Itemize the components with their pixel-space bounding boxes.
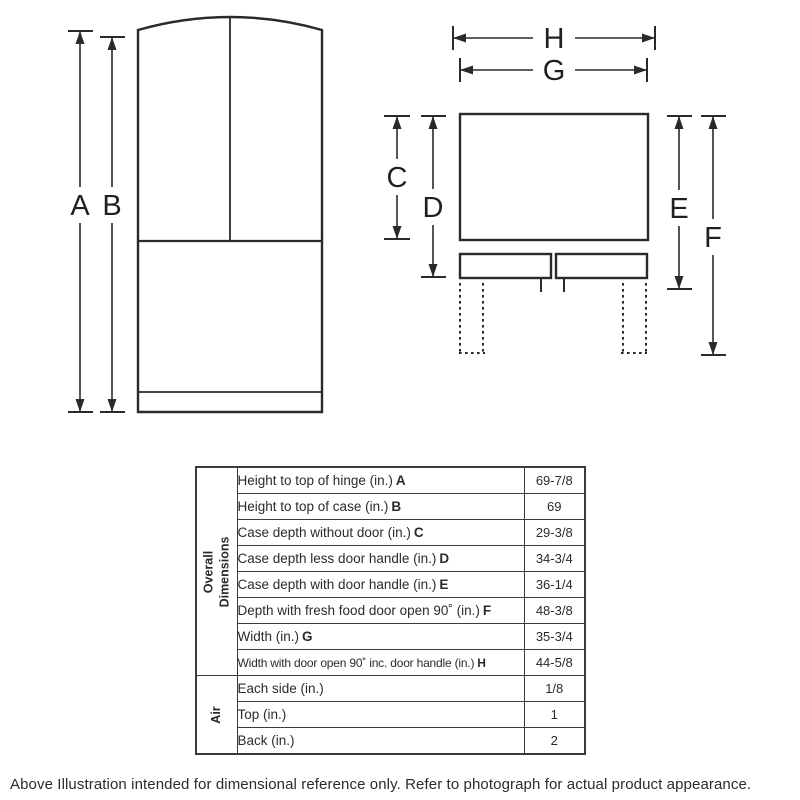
table-row (196, 676, 585, 702)
row-dim-letter: C (413, 525, 424, 540)
dim-label-g: G (542, 55, 566, 87)
fridge-top-view (459, 114, 648, 353)
row-label (237, 572, 524, 598)
table-row (196, 728, 585, 755)
dimensions-table-container (195, 466, 586, 755)
row-label-text: Case depth without door (in.) (237, 525, 411, 540)
row-value: 1 (524, 702, 585, 728)
row-label-text: Case depth with door handle (in.) (237, 577, 437, 592)
case-outline (460, 114, 648, 240)
right-door-closed (556, 254, 647, 278)
table-row (196, 624, 585, 650)
row-label (237, 546, 524, 572)
section-header-overall-dimensions (196, 467, 237, 676)
doors-open-dashed-outline (459, 283, 647, 353)
row-label (237, 624, 524, 650)
row-value: 29-3/8 (524, 520, 585, 546)
dim-label-c: C (386, 162, 408, 194)
row-label-text: Height to top of hinge (in.) (237, 473, 393, 488)
row-dim-letter: H (477, 655, 486, 670)
row-label (237, 650, 524, 676)
dim-arrow-b (100, 37, 125, 412)
row-label (237, 728, 524, 755)
left-door-closed (460, 254, 551, 278)
row-label-text: Each side (in.) (237, 681, 324, 696)
dim-label-f: F (704, 222, 722, 254)
row-value: 48-3/8 (524, 598, 585, 624)
row-label-text: Top (in.) (237, 707, 287, 722)
row-dim-letter: E (439, 577, 449, 592)
row-value: 1/8 (524, 676, 585, 702)
table-row (196, 702, 585, 728)
section-title-line: Dimensions (216, 536, 231, 607)
row-value: 69-7/8 (524, 467, 585, 494)
table-row (196, 650, 585, 676)
row-dim-letter: G (302, 629, 313, 644)
section-title-line: Overall (201, 550, 216, 593)
dim-label-a: A (70, 190, 90, 222)
row-label-text: Height to top of case (in.) (237, 499, 389, 514)
table-row (196, 467, 585, 494)
dim-label-e: E (669, 193, 689, 225)
row-value: 44-5/8 (524, 650, 585, 676)
table-row (196, 572, 585, 598)
row-dim-letter: A (395, 473, 406, 488)
row-label (237, 494, 524, 520)
row-value: 35-3/4 (524, 624, 585, 650)
row-label-text: Width (in.) (237, 629, 300, 644)
table-row (196, 598, 585, 624)
dimensions-table (195, 466, 586, 755)
row-label (237, 520, 524, 546)
row-dim-letter: B (391, 499, 402, 514)
table-row (196, 546, 585, 572)
row-label-text: Width with door open 90˚ inc. door handle (in.) (237, 655, 475, 670)
row-label-text: Back (in.) (237, 733, 295, 748)
row-label (237, 702, 524, 728)
section-header-air (196, 676, 237, 755)
section-title-line: Air (208, 705, 223, 724)
fridge-front-view (138, 17, 322, 412)
dim-label-d: D (422, 192, 444, 224)
row-dim-letter: D (439, 551, 450, 566)
row-label (237, 467, 524, 494)
row-label (237, 676, 524, 702)
row-value: 2 (524, 728, 585, 755)
row-value: 36-1/4 (524, 572, 585, 598)
row-label (237, 598, 524, 624)
row-value: 34-3/4 (524, 546, 585, 572)
dim-label-b: B (102, 190, 122, 222)
row-dim-letter: F (482, 603, 492, 618)
row-label-text: Depth with fresh food door open 90˚ (in.) (237, 603, 480, 618)
dim-label-h: H (543, 23, 565, 55)
table-row (196, 520, 585, 546)
table-row (196, 494, 585, 520)
disclaimer-caption: Above Illustration intended for dimensional reference only. Refer to photograph for actual product appearance. (10, 776, 752, 793)
row-label-text: Case depth less door handle (in.) (237, 551, 437, 566)
row-value: 69 (524, 494, 585, 520)
